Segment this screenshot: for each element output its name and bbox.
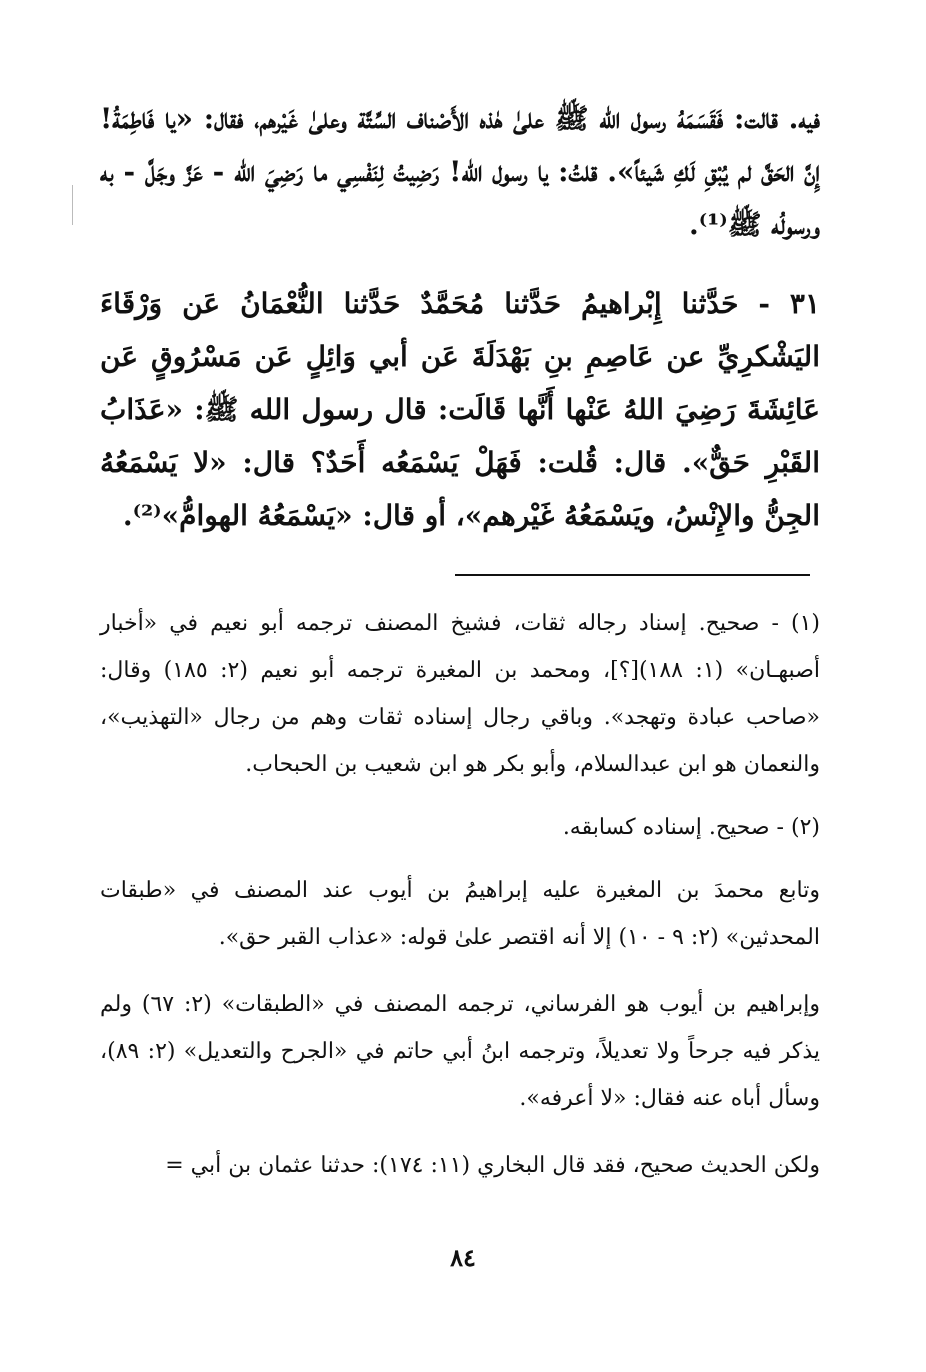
margin-mark bbox=[72, 185, 73, 225]
footnote-2-paragraph-3: وإبراهيم بن أيوب هو الفرساني، ترجمه المصنف في «الطبقات» (٢: ٦٧) ولم يذكر فيه جرحاً ولا تعديلاً، وترجمه ابنُ أبي حاتم في «الجرح والتعديل» (٢: ٨٩)، وسأل أباه عنه فقال: «لا أعرفه». bbox=[100, 992, 821, 1111]
footnote-separator bbox=[455, 574, 810, 576]
footnote-2-paragraph-4: ولكن الحديث صحيح، فقد قال البخاري (١١: ١٧٤): حدثنا عثمان بن أبي = bbox=[165, 1153, 820, 1178]
page-number: ٨٤ bbox=[450, 1243, 476, 1272]
footnote-2-paragraph-2: وتابع محمدَ بن المغيرة عليه إبراهيمُ بن أيوب عند المصنف في «طبقات المحدثين» (٢: ٩ - ١٠) إلا أنه اقتصر علىٰ قوله: «عذاب القبر حق». bbox=[100, 878, 820, 950]
footnote-2: (٢) - صحيح. إسناده كسابقه. bbox=[562, 815, 820, 840]
footnote-1: (١) - صحيح. إسناد رجاله ثقات، فشيخ المصنف ترجمه أبو نعيم في «أخبار أصبهـان» (١: ١٨٨)[؟]، ومحمد بن المغيرة ترجمه أبو نعيم (٢: ١٨٥) وقال: «صاحب عبادة وتهجد». وباقي رجال إسناده ثقات وهم من رجال «التهذيب»، والنعمان هو ابن عبدالسلام، وأبو بكر هو ابن شعيب بن الحبحاب. bbox=[100, 611, 820, 777]
main-paragraph-1: فيه. قالت: فَقَسَمَهُ رسول الله ﷺ علىٰ هٰذه الأَصْناف السِّتَّة وعلىٰ غَيْرهم، فقال: «يا فَاطِمَةُ! إِنَّ الحَقَّ لم يُبْقِ لَكِ شَيئاً». قلتُ: يا رسول الله! رَضِيتُ لِنَفْسِي ما رَضِيَ الله - عَزَّ وجَلَّ - به ورسولُه ﷺ⁽¹⁾. bbox=[100, 102, 820, 241]
footnotes bbox=[100, 600, 820, 1189]
hadith-31: ٣١ - حَدَّثنا إِبْراهيمُ حَدَّثنا مُحَمَّدٌ حَدَّثنا النُّعْمَانُ عَن وَرْقَاءَ اليَشْكرِيِّ عن عَاصِمِ بنِ بَهْدَلَةَ عَن أبي وَائِلٍ عَن مَسْرُوقٍ عَن عَائِشَةَ رَضِيَ اللهُ عَنْها أَنَّها قَالَت: قال رسول الله ﷺ: «عَذَابُ القَبْرِ حَقٌّ». قال: قُلت: فَهَلْ يَسْمَعُه أَحَدٌ؟ قال: «لا يَسْمَعُهُ الجِنُّ والإِنْسُ، ويَسْمَعُهُ غَيْرهم»، أو قال: «يَسْمَعُهُ الهوامُّ»⁽²⁾. bbox=[100, 287, 820, 532]
main-text bbox=[100, 92, 820, 542]
